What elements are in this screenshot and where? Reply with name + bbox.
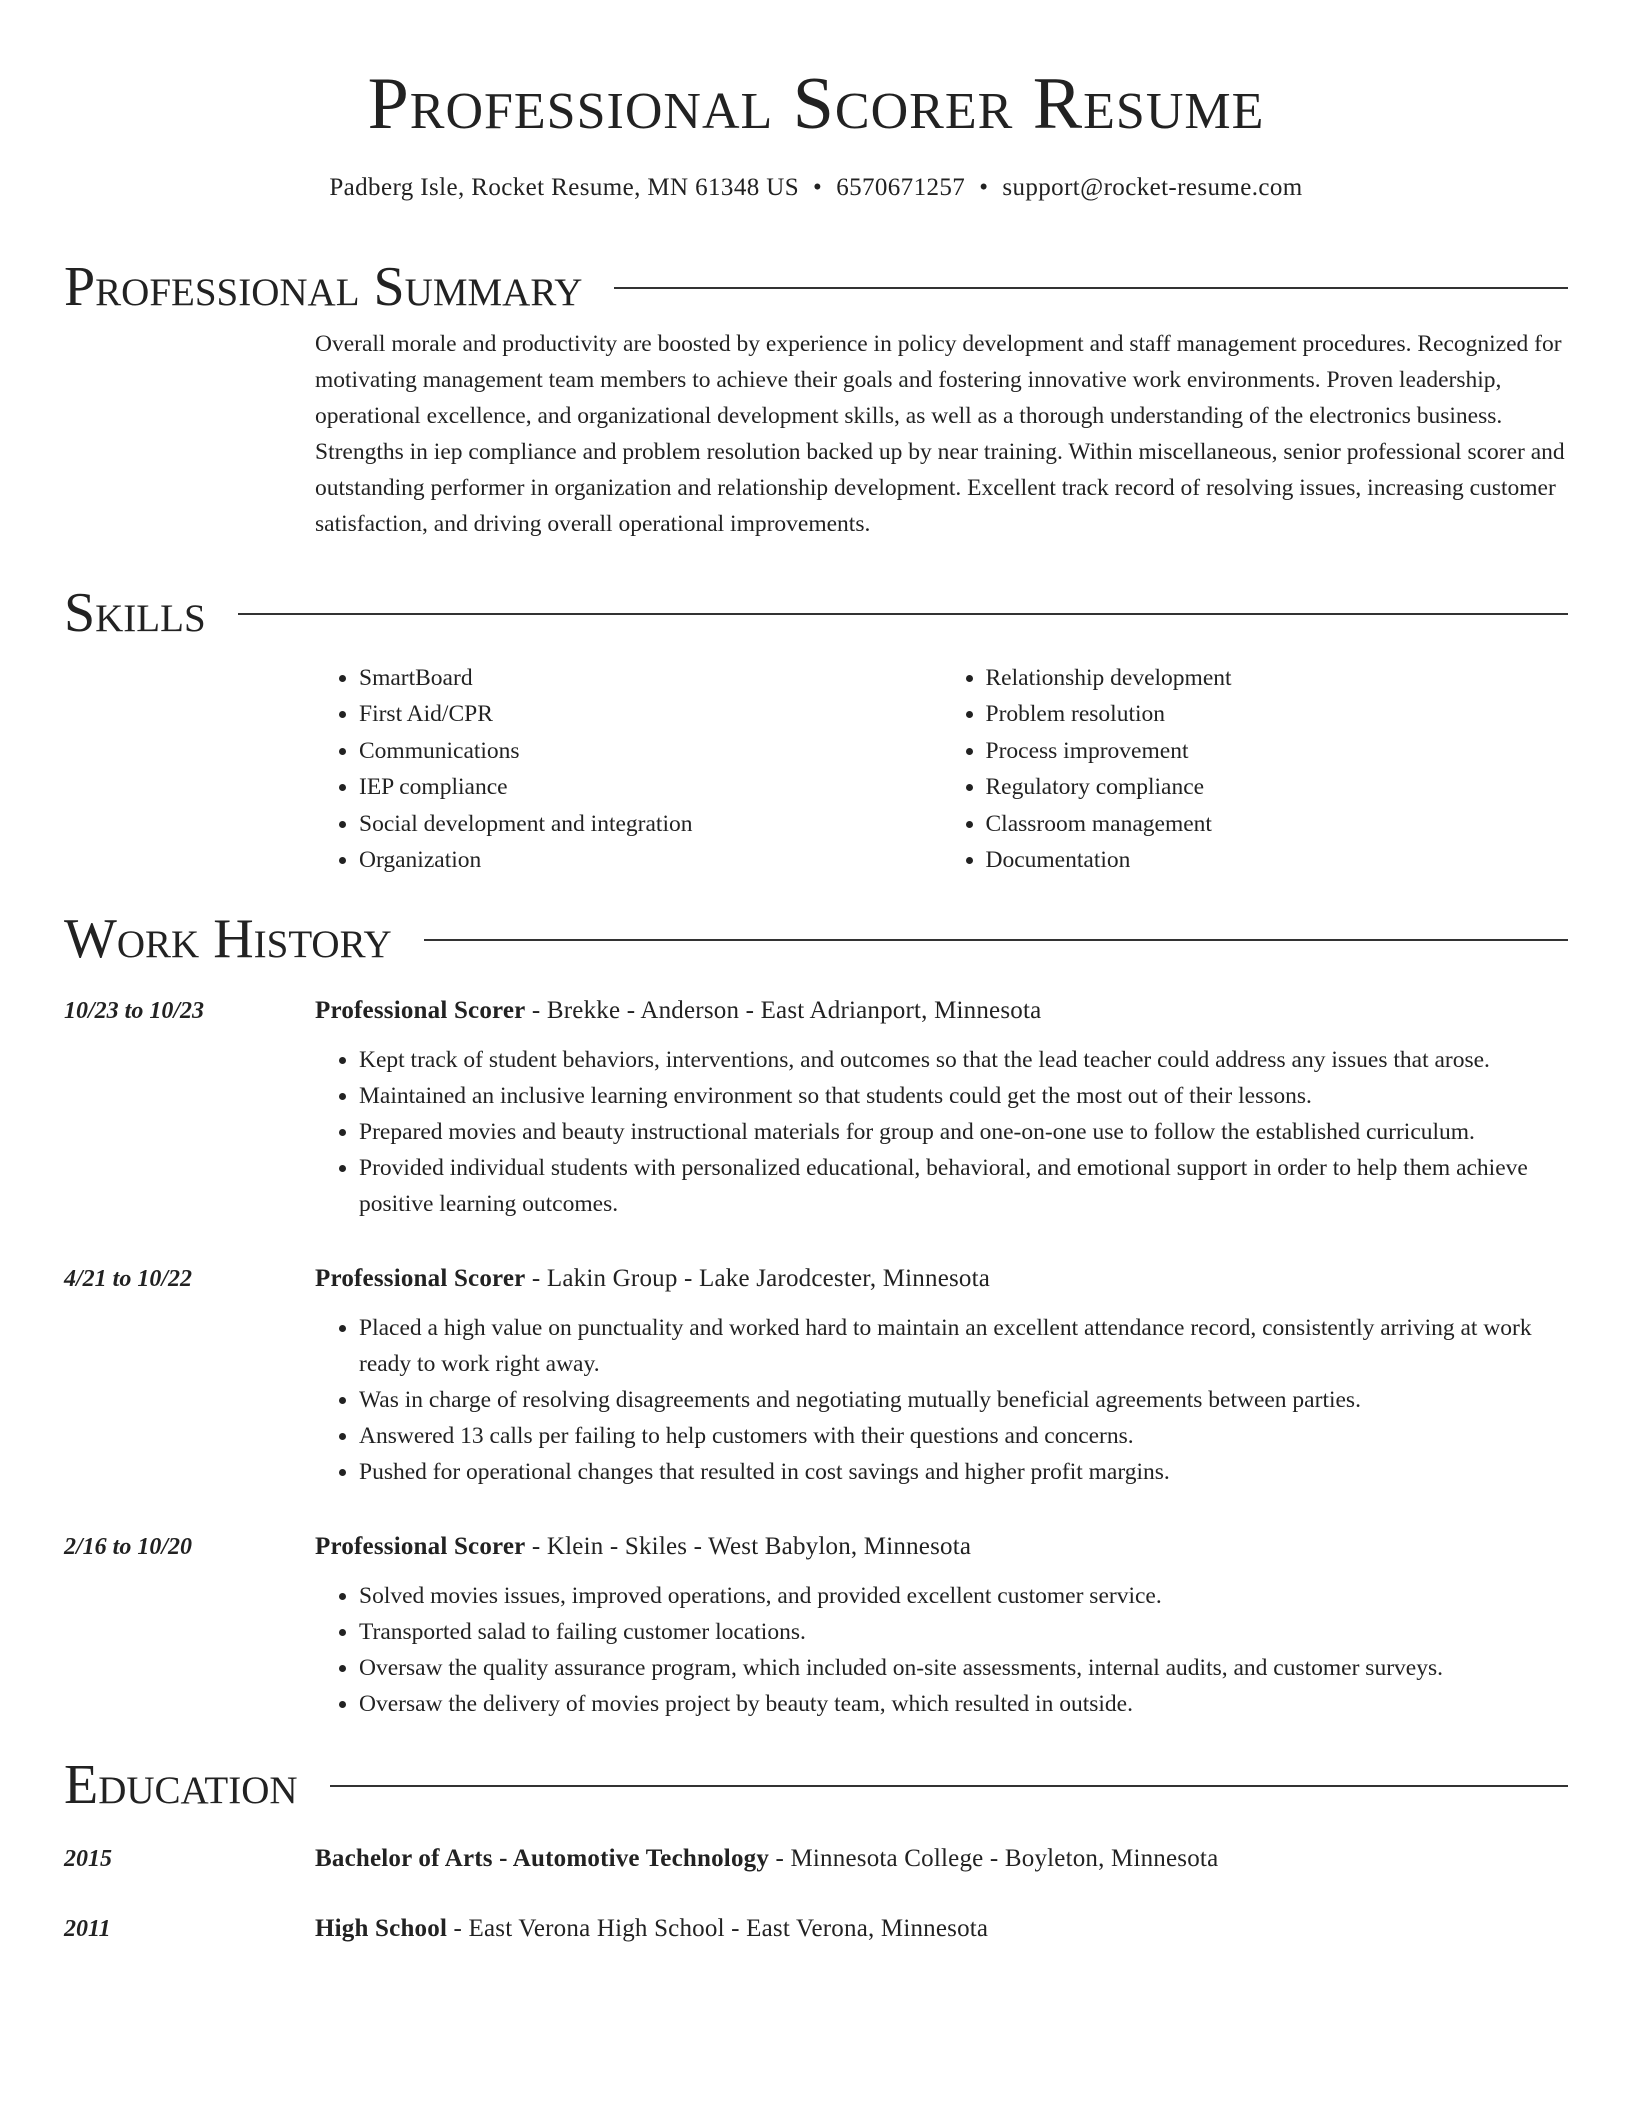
education-school-location: - Minnesota College - Boyleton, Minnesota (769, 1845, 1219, 1872)
job-employer-location: - Klein - Skiles - West Babylon, Minnesota (525, 1533, 972, 1560)
education-entry (64, 1912, 1568, 1946)
job-bullet: • Provided individual students with personalized educational, behavioral, and emotional support in order to help them achieve positive learning outcomes. (359, 1150, 1568, 1222)
job-dates: 4/21 to 10/22 (64, 1266, 193, 1292)
section-title-summary: Professional Summary (64, 256, 583, 318)
skill-item: • Social development and integration (359, 806, 942, 842)
education-heading (315, 1912, 1568, 1946)
contact-address: Padberg Isle, Rocket Resume, MN 61348 US (329, 174, 800, 201)
skill-item: • SmartBoard (359, 660, 942, 696)
education-degree: High School (315, 1915, 448, 1942)
job-entry (64, 1530, 1568, 1722)
skills-column-left (315, 660, 942, 878)
skill-item: • Regulatory compliance (986, 769, 1569, 805)
section-divider (238, 613, 1568, 615)
section-header (64, 1752, 1568, 1818)
job-entry (64, 994, 1568, 1222)
contact-phone: 6570671257 (836, 174, 966, 201)
job-title: Professional Scorer (315, 997, 526, 1024)
resume-title: Professional Scorer Resume (367, 63, 1265, 145)
skill-item: • IEP compliance (359, 769, 942, 805)
skill-item: • Relationship development (986, 660, 1569, 696)
job-dates: 10/23 to 10/23 (64, 998, 205, 1024)
job-employer-location: - Brekke - Anderson - East Adrianport, Minnesota (525, 997, 1042, 1024)
work-history-section (64, 906, 1568, 1717)
job-bullet: • Answered 13 calls per failing to help customers with their questions and concerns. (359, 1418, 1568, 1454)
job-employer-location: - Lakin Group - Lake Jarodcester, Minnesota (525, 1265, 991, 1292)
section-title-education: Education (64, 1754, 298, 1816)
summary-section (64, 254, 1568, 542)
job-bullets (315, 1578, 1568, 1722)
contact-separator: • (979, 174, 989, 201)
job-bullet: • Oversaw the delivery of movies project by beauty team, which resulted in outside. (359, 1686, 1568, 1722)
section-header (64, 254, 1568, 320)
skill-item: • First Aid/CPR (359, 696, 942, 732)
section-divider (424, 939, 1568, 941)
skill-item: • Process improvement (986, 733, 1569, 769)
education-degree: Bachelor of Arts - Automotive Technology (315, 1845, 770, 1872)
education-heading (315, 1842, 1568, 1876)
contact-email: support@rocket-resume.com (1002, 174, 1303, 201)
job-heading (315, 994, 1568, 1028)
education-entry (64, 1842, 1568, 1876)
job-heading (315, 1262, 1568, 1296)
skill-item: • Classroom management (986, 806, 1569, 842)
section-header (64, 580, 1568, 646)
job-bullet: • Transported salad to failing customer locations. (359, 1614, 1568, 1650)
skill-item: • Problem resolution (986, 696, 1569, 732)
job-dates: 2/16 to 10/20 (64, 1534, 193, 1560)
section-divider (614, 287, 1568, 289)
job-bullet: • Pushed for operational changes that resulted in cost savings and higher profit margins. (359, 1454, 1568, 1490)
job-bullets (315, 1042, 1568, 1222)
skill-item: • Organization (359, 842, 942, 878)
job-title: Professional Scorer (315, 1533, 526, 1560)
resume-page (64, 0, 1568, 1942)
job-bullet: • Prepared movies and beauty instructional materials for group and one-on-one use to follow the established curriculum. (359, 1114, 1568, 1150)
contact-line (64, 172, 1568, 204)
education-section (64, 1752, 1568, 1942)
skills-grid (315, 646, 1568, 878)
job-bullet: • Solved movies issues, improved operations, and provided excellent customer service. (359, 1578, 1568, 1614)
skills-column-right (942, 660, 1569, 878)
education-school-location: - East Verona High School - East Verona, Minnesota (447, 1915, 989, 1942)
job-bullet: • Oversaw the quality assurance program, which included on-site assessments, internal audits, and customer surveys. (359, 1650, 1568, 1686)
section-title-skills: Skills (64, 582, 206, 644)
summary-paragraph: Overall morale and productivity are boosted by experience in policy development and staff management procedures. Recognized for motivating management team members to achieve their goals and fostering innovative work environments. Proven leadership, operational excellence, and organizational development skills, as well as a thorough understanding of the electronics business. Strengths in iep compliance and problem resolution backed up by near training. Within miscellaneous, senior professional scorer and outstanding performer in organization and relationship development. Excellent track record of resolving issues, increasing customer satisfaction, and driving overall operational improvements. (315, 331, 1565, 537)
section-header (64, 906, 1568, 972)
skills-section (64, 580, 1568, 878)
skill-item: • Communications (359, 733, 942, 769)
contact-separator: • (813, 174, 823, 201)
job-title: Professional Scorer (315, 1265, 526, 1292)
job-bullet: • Maintained an inclusive learning environment so that students could get the most out of their lessons. (359, 1078, 1568, 1114)
job-bullet: • Placed a high value on punctuality and worked hard to maintain an excellent attendance record, consistently arriving at work ready to work right away. (359, 1310, 1568, 1382)
job-heading (315, 1530, 1568, 1564)
education-year: 2011 (64, 1916, 111, 1942)
section-title-work-history: Work History (64, 908, 392, 970)
skill-item: • Documentation (986, 842, 1569, 878)
job-bullet: • Kept track of student behaviors, interventions, and outcomes so that the lead teacher could address any issues that arose. (359, 1042, 1568, 1078)
section-divider (330, 1785, 1568, 1787)
job-entry (64, 1262, 1568, 1490)
job-bullet: • Was in charge of resolving disagreements and negotiating mutually beneficial agreements between parties. (359, 1382, 1568, 1418)
education-year: 2015 (64, 1846, 112, 1872)
job-bullets (315, 1310, 1568, 1490)
